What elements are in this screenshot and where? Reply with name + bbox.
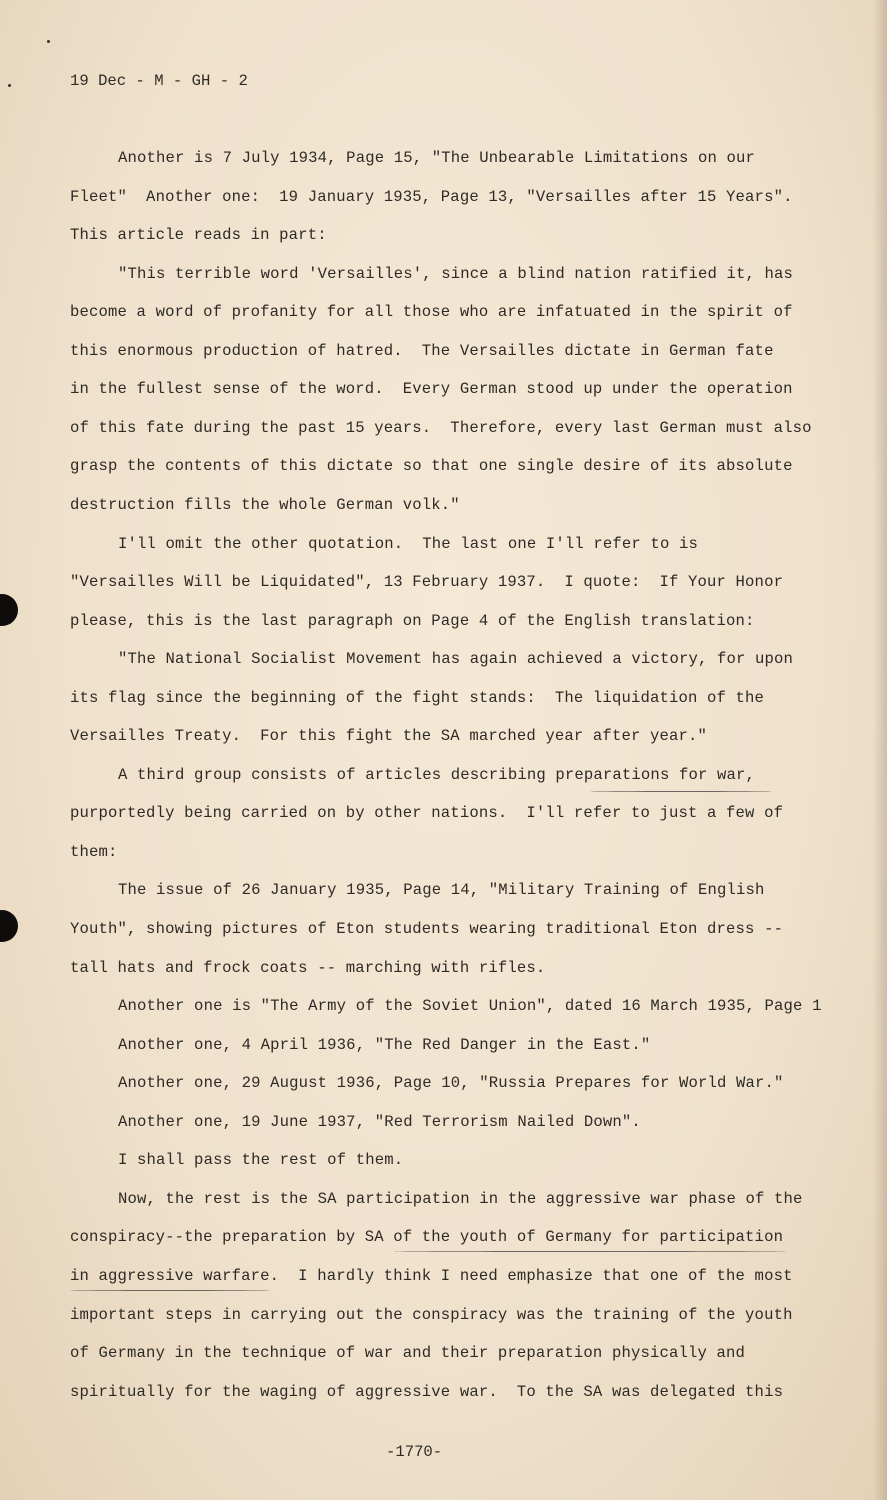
pencil-underline <box>70 1290 270 1291</box>
text-line: Now, the rest is the SA participation in the aggressive war phase of the <box>118 1189 803 1208</box>
text-line: become a word of profanity for all those who are infatuated in the spirit of <box>70 303 793 322</box>
text-line: please, this is the last paragraph on Page 4 of the English translation: <box>70 611 755 630</box>
punch-hole <box>0 594 18 626</box>
text-line: in the fullest sense of the word. Every German stood up under the operation <box>70 380 793 399</box>
text-line: in aggressive warfare. I hardly think I need emphasize that one of the most <box>70 1266 793 1285</box>
text-line: Another one, 19 June 1937, "Red Terrorism Nailed Down". <box>118 1112 641 1131</box>
text-line: Youth", showing pictures of Eton students wearing traditional Eton dress -- <box>70 920 784 938</box>
ink-speck <box>47 40 50 43</box>
page-header: 19 Dec - M - GH - 2 <box>70 72 248 90</box>
text-line: grasp the contents of this dictate so that one single desire of its absolute <box>70 457 793 476</box>
text-line: The issue of 26 January 1935, Page 14, "Military Training of English <box>118 881 765 900</box>
text-line: purportedly being carried on by other nations. I'll refer to just a few of <box>70 804 784 823</box>
text-line: its flag since the beginning of the fight stands: The liquidation of the <box>70 688 765 707</box>
text-line: "The National Socialist Movement has again achieved a victory, for upon <box>118 650 794 669</box>
text-line: Another one is "The Army of the Soviet Union", dated 16 March 1935, Page 1 <box>118 997 822 1016</box>
text-line: spiritually for the waging of aggressive war. To the SA was delegated this <box>70 1382 784 1401</box>
text-line: "This terrible word 'Versailles', since a blind nation ratified it, has <box>118 264 794 283</box>
text-line: Another one, 4 April 1936, "The Red Danger in the East." <box>118 1035 651 1054</box>
text-line: destruction fills the whole German volk." <box>70 495 460 514</box>
text-line: conspiracy--the preparation by SA of the youth of Germany for participation <box>70 1228 784 1247</box>
text-line: Versailles Treaty. For this fight the SA marched year after year." <box>70 727 708 746</box>
text-line: "Versailles Will be Liquidated", 13 February 1937. I quote: If Your Honor <box>70 573 784 592</box>
text-line: of this fate during the past 15 years. Therefore, every last German must also <box>70 418 812 437</box>
text-line: Fleet" Another one: 19 January 1935, Page 13, "Versailles after 15 Years". <box>70 187 793 206</box>
text-line: Another one, 29 August 1936, Page 10, "Russia Prepares for World War." <box>118 1074 784 1093</box>
text-line: important steps in carrying out the conspiracy was the training of the youth <box>70 1305 793 1324</box>
page-edge-shadow <box>873 0 887 1500</box>
text-line: this enormous production of hatred. The Versailles dictate in German fate <box>70 341 774 360</box>
text-line: tall hats and frock coats -- marching with rifles. <box>70 958 546 977</box>
text-line: This article reads in part: <box>70 226 327 245</box>
ink-speck <box>8 84 11 87</box>
text-line: of Germany in the technique of war and their preparation physically and <box>70 1344 746 1363</box>
page-number: -1770- <box>386 1443 443 1461</box>
text-line: I'll omit the other quotation. The last one I'll refer to is <box>118 534 698 553</box>
pencil-underline <box>590 791 772 792</box>
text-line: them: <box>70 842 118 861</box>
pencil-underline <box>392 1251 788 1252</box>
punch-hole <box>0 910 18 942</box>
text-line: A third group consists of articles describing preparations for war, <box>118 765 756 784</box>
text-line: Another is 7 July 1934, Page 15, "The Unbearable Limitations on our <box>118 149 756 167</box>
text-line: I shall pass the rest of them. <box>118 1151 404 1170</box>
